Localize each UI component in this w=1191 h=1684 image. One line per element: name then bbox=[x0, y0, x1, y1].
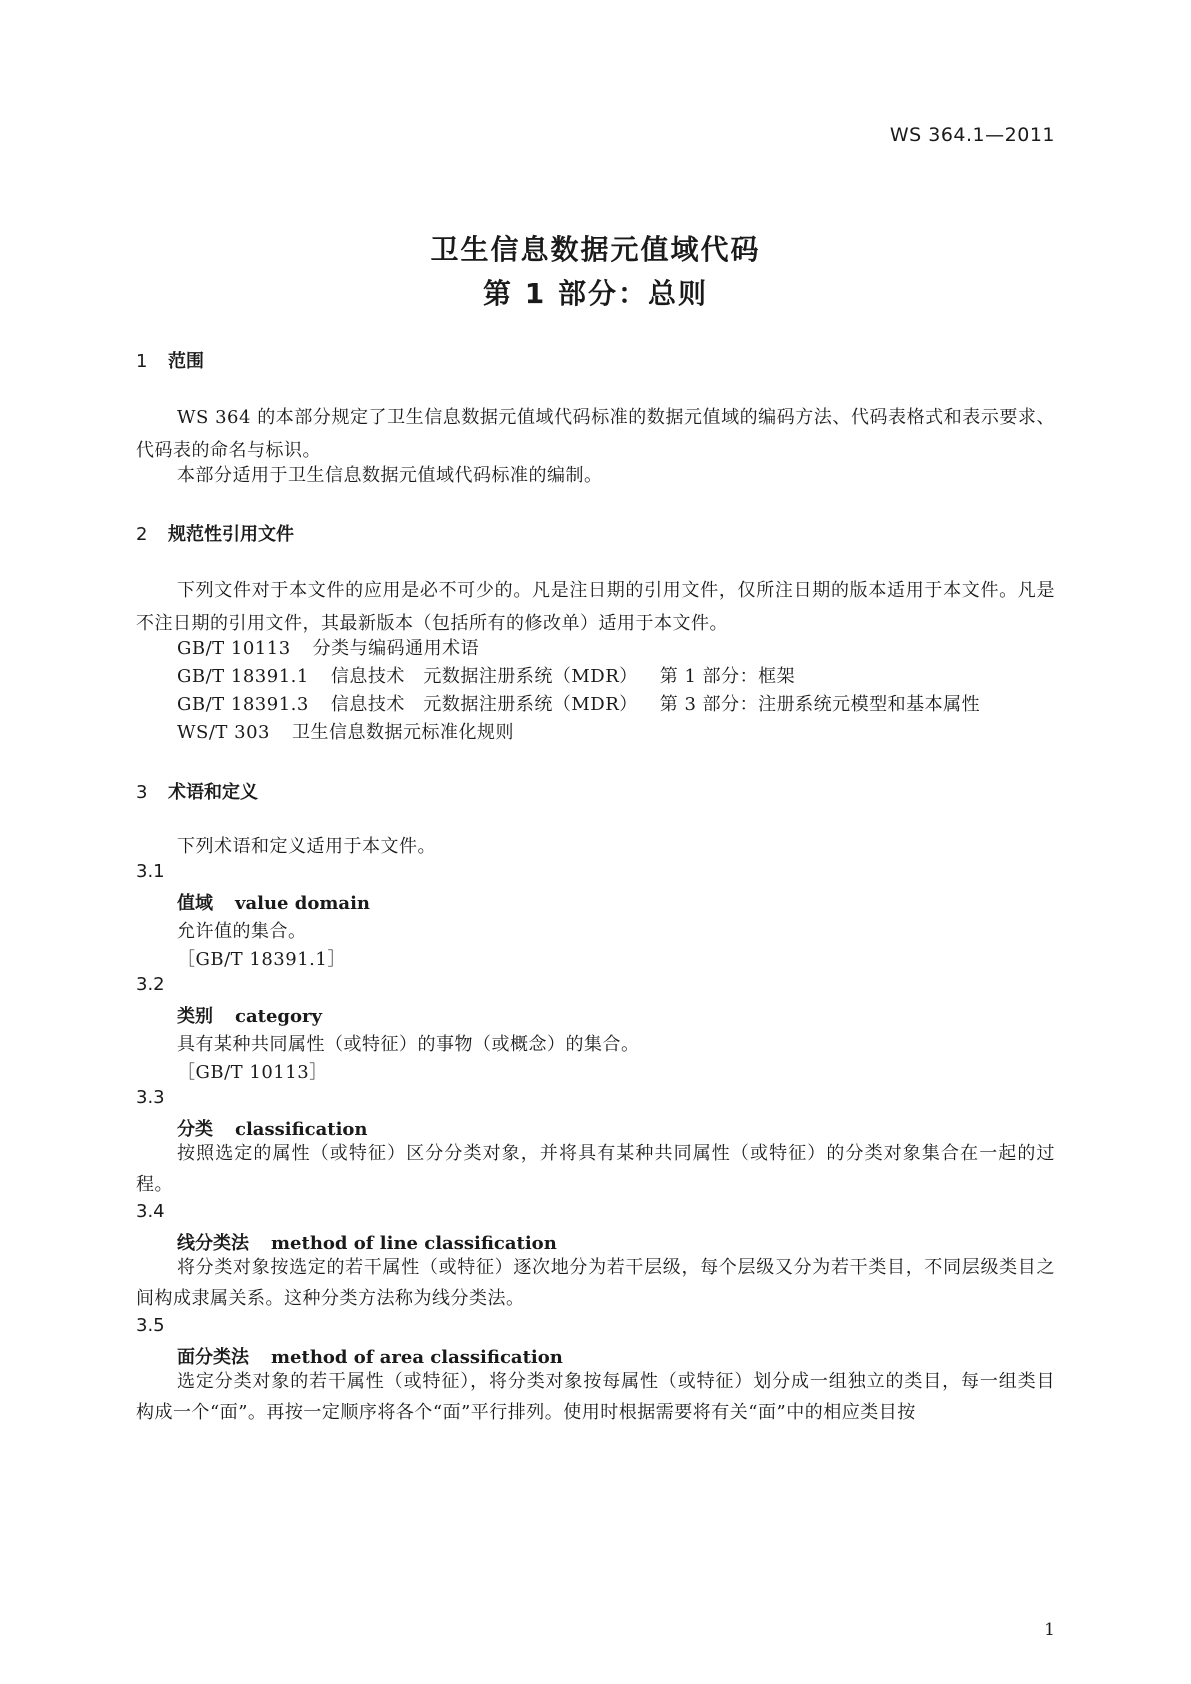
reference-title: 分类与编码通用术语 bbox=[312, 638, 480, 659]
term-definition: 按照选定的属性（或特征）区分分类对象，并将具有某种共同属性（或特征）的分类对象集合在一起的过程。 bbox=[136, 1143, 1055, 1195]
section-3-intro: 下列术语和定义适用于本文件。 bbox=[177, 836, 436, 857]
reference-item bbox=[177, 690, 980, 716]
reference-code: GB/T 10113 bbox=[177, 638, 291, 659]
reference-part: 第 1 部分：框架 bbox=[659, 666, 796, 687]
term-heading bbox=[177, 1002, 322, 1028]
term-definition: 选定分类对象的若干属性（或特征），将分类对象按每属性（或特征）划分成一组独立的类目，每一组类目构成一个“面”。再按一定顺序将各个“面”平行排列。使用时根据需要将有关“面”中的相应类目按 bbox=[136, 1371, 1055, 1423]
term-zh: 值域 bbox=[177, 893, 213, 914]
section-number: 1 bbox=[136, 351, 148, 372]
term-en: value domain bbox=[235, 893, 370, 914]
section-title: 规范性引用文件 bbox=[168, 524, 294, 545]
standard-code: WS 364.1—2011 bbox=[889, 124, 1055, 146]
document-subtitle: 第 1 部分：总则 bbox=[483, 277, 708, 310]
term-zh: 分类 bbox=[177, 1119, 213, 1140]
reference-code: GB/T 18391.1 bbox=[177, 666, 309, 687]
page-number: 1 bbox=[1044, 1620, 1055, 1640]
reference-title: 信息技术 元数据注册系统（MDR） bbox=[330, 666, 638, 687]
term-en: classification bbox=[235, 1119, 368, 1140]
section-2-paragraph: 下列文件对于本文件的应用是必不可少的。凡是注日期的引用文件，仅所注日期的版本适用于本文件。凡是不注日期的引用文件，其最新版本（包括所有的修改单）适用于本文件。 bbox=[136, 580, 1055, 634]
section-3-heading bbox=[136, 778, 258, 804]
term-source: ［GB/T 10113］ bbox=[177, 1062, 328, 1083]
term-en: category bbox=[235, 1006, 322, 1027]
term-definition: 具有某种共同属性（或特征）的事物（或概念）的集合。 bbox=[177, 1034, 640, 1055]
term-zh: 线分类法 bbox=[177, 1233, 249, 1254]
reference-item bbox=[177, 634, 479, 660]
term-source: ［GB/T 18391.1］ bbox=[177, 949, 346, 970]
document-title: 卫生信息数据元值域代码 bbox=[430, 233, 761, 266]
term-zh: 类别 bbox=[177, 1006, 213, 1027]
reference-item bbox=[177, 662, 795, 688]
reference-code: WS/T 303 bbox=[177, 722, 270, 743]
term-number: 3.4 bbox=[136, 1201, 165, 1222]
section-1-heading bbox=[136, 347, 204, 373]
term-definition: 将分类对象按选定的若干属性（或特征）逐次地分为若干层级，每个层级又分为若干类目，不同层级类目之间构成隶属关系。这种分类方法称为线分类法。 bbox=[136, 1257, 1055, 1309]
section-title: 术语和定义 bbox=[168, 782, 258, 803]
term-heading bbox=[177, 889, 370, 915]
reference-item bbox=[177, 718, 514, 744]
term-en: method of area classification bbox=[271, 1347, 563, 1368]
section-1-paragraph: WS 364 的本部分规定了卫生信息数据元值域代码标准的数据元值域的编码方法、代码表格式和表示要求、代码表的命名与标识。 bbox=[136, 407, 1055, 461]
term-number: 3.2 bbox=[136, 974, 165, 995]
reference-code: GB/T 18391.3 bbox=[177, 694, 309, 715]
term-number: 3.5 bbox=[136, 1315, 165, 1336]
section-number: 3 bbox=[136, 782, 148, 803]
section-number: 2 bbox=[136, 524, 148, 545]
term-zh: 面分类法 bbox=[177, 1347, 249, 1368]
reference-title: 卫生信息数据元标准化规则 bbox=[291, 722, 514, 743]
term-en: method of line classification bbox=[271, 1233, 557, 1254]
term-definition: 允许值的集合。 bbox=[177, 921, 307, 942]
term-number: 3.3 bbox=[136, 1087, 165, 1108]
section-title: 范围 bbox=[168, 351, 204, 372]
reference-title: 信息技术 元数据注册系统（MDR） bbox=[330, 694, 638, 715]
term-number: 3.1 bbox=[136, 861, 165, 882]
reference-part: 第 3 部分：注册系统元模型和基本属性 bbox=[659, 694, 981, 715]
section-2-heading bbox=[136, 520, 294, 546]
section-1-paragraph: 本部分适用于卫生信息数据元值域代码标准的编制。 bbox=[177, 465, 603, 486]
